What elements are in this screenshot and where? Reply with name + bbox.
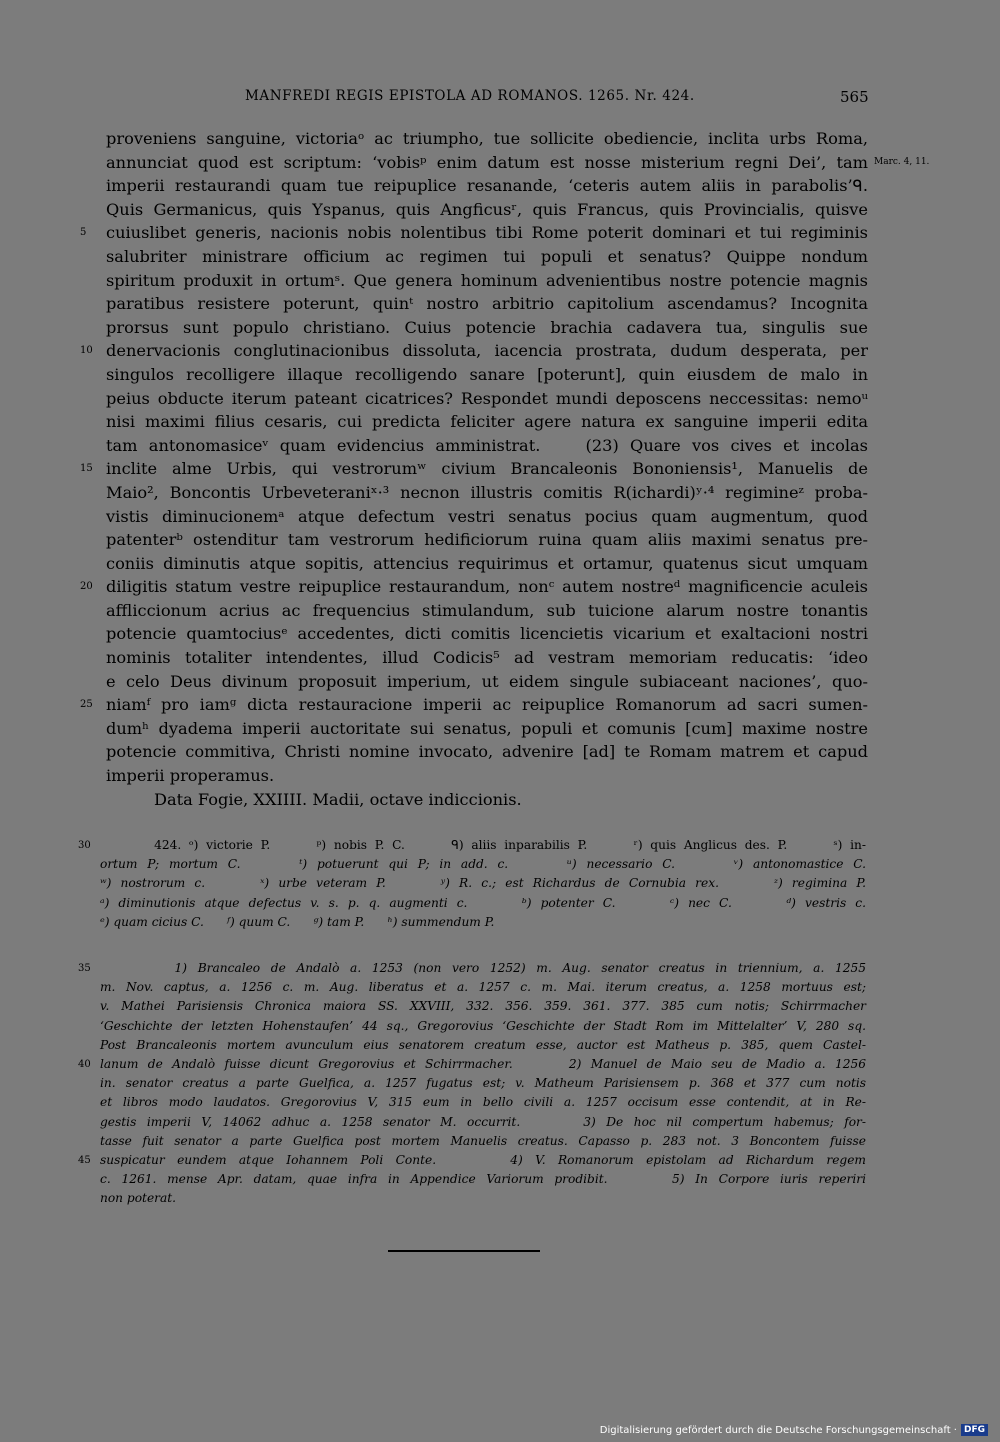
note-line: [78, 1151, 866, 1170]
line-number: 40: [78, 1058, 91, 1070]
line-text: cuiuslibet generis, nacionis nobis nolentibus tibi Rome poterit dominari et tui regiminis: [106, 223, 868, 243]
text-line: [106, 127, 868, 151]
line-text: tam antonomasiceᵛ quam evidencius amministrat. (23) Quare vos cives et incolas: [106, 435, 868, 455]
footnotes: [78, 959, 866, 1208]
line-text: salubriter ministrare officium ac regimen tui populi et senatus? Quippe nondum: [106, 246, 868, 266]
note-line: [100, 1017, 866, 1036]
text-line: [106, 670, 868, 694]
line-number: 10: [80, 345, 93, 357]
line-text: 1) Brancaleo de Andalò a. 1253 (non vero 1252) m. Aug. senator creatus in triennium, a. 1255: [100, 961, 866, 975]
critical-apparatus: [78, 836, 866, 932]
text-line: [106, 245, 868, 269]
running-header: [0, 88, 1000, 110]
note-line: [100, 1132, 866, 1151]
note-line: [78, 959, 866, 978]
line-text: Quis Germanicus, quis Yspanus, quis Angficusʳ, quis Francus, quis Provincialis, quisve: [106, 199, 868, 219]
note-line: [100, 1093, 866, 1112]
line-text: ᵉ) quam cicius C. ᶠ) quum C. ᵍ) tam P. ʰ) summendum P.: [100, 914, 495, 929]
line-text: denervacionis conglutinacionibus dissoluta, iacencia prostrata, dudum desperata, per: [106, 341, 868, 361]
line-text: peius obducte iterum pateant cicatrices? Respondet mundi deposcens neccessitas: nemoᵘ: [106, 388, 868, 408]
text-line: [106, 363, 868, 387]
line-text: et libros modo laudatos. Gregorovius V, 315 eum in bello civili a. 1257 occisum esse contendit, at in Re-: [100, 1095, 866, 1110]
line-text: potencie commitiva, Christi nomine invocato, advenire [ad] te Romam matrem et capud: [106, 742, 868, 762]
line-text: Post Brancaleonis mortem avunculum eius senatorem creatum esse, auctor est Matheus p. 385, quem Castel-: [100, 1037, 866, 1052]
line-text: lanum de Andalò fuisse dicunt Gregorovius et Schirrmacher. 2) Manuel de Maio seu de Madio a. 1256: [100, 1056, 866, 1071]
line-number: 35: [78, 963, 91, 974]
line-text: v. Mathei Parisiensis Chronica maiora SS. XXVIII, 332. 356. 359. 361. 377. 385 cum notis; Schirrmacher: [100, 999, 866, 1014]
line-text: nisi maximi filius cesaris, cui predicta feliciter agere natura ex sanguine imperii edita: [106, 412, 868, 432]
text-line: [106, 740, 868, 764]
note-line: [100, 1189, 866, 1208]
text-line: [106, 410, 868, 434]
line-text: diligitis statum vestre reipuplice restaurandum, nonᶜ autem nostreᵈ magnificencie aculeis: [106, 577, 868, 597]
text-line: [106, 387, 868, 411]
line-text: in. senator creatus a parte Guelfica, a. 1257 fugatus est; v. Matheum Parisiensem p. 368 et 377 cum notis: [100, 1076, 866, 1091]
text-line: [106, 764, 868, 788]
apparatus-line: [100, 855, 866, 874]
line-text: Data Fogie, XXIIII. Madii, octave indiccionis.: [154, 789, 522, 809]
line-number: 20: [80, 581, 93, 593]
line-text: paratibus resistere poterunt, quinᵗ nostro arbitrio capitolium ascendamus? Incognita: [106, 294, 868, 314]
text-line: [80, 457, 868, 481]
line-text: imperii properamus.: [106, 766, 275, 786]
line-text: ʷ) nostrorum c. ˣ) urbe veteram P. ʸ) R. c.; est Richardus de Cornubia rex. ᶻ) regimina P.: [100, 876, 866, 891]
text-line: [106, 481, 868, 505]
text-line: [80, 575, 868, 599]
text-line: [106, 788, 868, 812]
line-number: 25: [80, 699, 93, 711]
line-text: singulos recolligere illaque recolligendo sanare [poterunt], quin eiusdem de malo in: [106, 364, 868, 384]
main-text: [80, 127, 930, 811]
text-line: [106, 292, 868, 316]
line-text: spiritum produxit in ortumˢ. Que genera hominum advenientibus nostre potencie magnis: [106, 270, 868, 290]
text-line: [106, 552, 868, 576]
line-text: gestis imperii V, 14062 adhuc a. 1258 senator M. occurrit. 3) De hoc nil compertum habemus; for-: [100, 1114, 866, 1129]
line-number: 5: [80, 227, 87, 239]
line-number: 15: [80, 463, 93, 475]
line-text: inclite alme Urbis, qui vestrorumʷ civium Brancaleonis Bononiensis¹, Manuelis de: [106, 459, 868, 479]
line-text: imperii restaurandi quam tue reipuplice resanande, ‘ceteris autem aliis in parabolis’ᑫ.: [106, 176, 868, 196]
text-line: [106, 151, 930, 175]
note-line: [100, 1036, 866, 1055]
text-line: [80, 221, 868, 245]
text-line: [106, 505, 868, 529]
line-text: prorsus sunt populo christiano. Cuius potencie brachia cadavera tua, singulis sue: [106, 317, 868, 337]
apparatus-line: [100, 913, 866, 932]
note-line: [100, 997, 866, 1016]
note-line: [100, 1170, 866, 1189]
line-text: tasse fuit senator a parte Guelfica post mortem Manuelis creatus. Capasso p. 283 not. 3 Boncontem fuisse: [100, 1133, 866, 1148]
line-text: annunciat quod est scriptum: ‘vobisᵖ enim datum est nosse misterium regni Dei’, tam: [106, 152, 868, 172]
text-line: [106, 528, 868, 552]
footer: [600, 1424, 988, 1436]
line-text: vistis diminucionemᵃ atque defectum vestri senatus pocius quam augmentum, quod: [106, 506, 868, 526]
end-rule: [388, 1250, 540, 1252]
line-text: suspicatur eundem atque Iohannem Poli Conte. 4) V. Romanorum epistolam ad Richardum regem: [100, 1152, 866, 1167]
text-line: [106, 434, 868, 458]
line-text: dumʰ dyadema imperii auctoritate sui senatus, populi et comunis [cum] maxime nostre: [106, 718, 868, 738]
footer-text: Digitalisierung gefördert durch die Deutsche Forschungsgemeinschaft ·: [599, 1424, 957, 1436]
note-line: [78, 1055, 866, 1074]
text-line: [106, 269, 868, 293]
line-text: potencie quamtociusᵉ accedentes, dicti comitis licencietis vicarium et exaltacioni nostri: [106, 624, 868, 644]
line-text: Maio², Boncontis Urbeveteraniˣ·³ necnon illustris comitis R(ichardi)ʸ·⁴ regimineᶻ proba-: [106, 482, 868, 502]
apparatus-line: [100, 874, 866, 893]
header-title: MANFREDI REGIS EPISTOLA AD ROMANOS. 1265. Nr. 424.: [245, 88, 695, 104]
line-text: 424. ᵒ) victorie P. ᵖ) nobis P. C. ᑫ) aliis inparabilis P. ʳ) quis Anglicus des. P. ˢ) in-: [100, 838, 866, 852]
dfg-logo: DFG: [961, 1424, 988, 1436]
line-text: nominis totaliter intendentes, illud Codicis⁵ ad vestram memoriam reducatis: ‘ideo: [106, 648, 868, 668]
text-line: [106, 599, 868, 623]
line-text: non poterat.: [100, 1191, 177, 1206]
line-number: 45: [78, 1154, 91, 1166]
line-text: proveniens sanguine, victoriaᵒ ac triumpho, tue sollicite obediencie, inclita urbs Roma,: [106, 129, 868, 148]
marginal-reference: Marc. 4, 11.: [874, 156, 930, 167]
line-text: m. Nov. captus, a. 1256 c. m. Aug. liberatus et a. 1257 c. m. Mai. iterum creatus, a. 1258 mortuus est;: [100, 980, 866, 995]
line-number: 30: [78, 840, 91, 851]
line-text: ᵃ) diminutionis atque defectus v. s. p. q. augmenti c. ᵇ) potenter C. ᶜ) nec C. ᵈ) vestris c.: [100, 895, 866, 910]
text-line: [106, 717, 868, 741]
text-line: [80, 693, 868, 717]
text-line: [80, 339, 868, 363]
line-text: affliccionum acrius ac frequencius stimulandum, sub tuicione alarum nostre tonantis: [106, 600, 868, 620]
text-line: [106, 646, 868, 670]
line-text: c. 1261. mense Apr. datam, quae infra in Appendice Variorum prodibit. 5) In Corpore iuris reperiri: [100, 1172, 866, 1187]
note-line: [100, 1074, 866, 1093]
line-text: ‘Geschichte der letzten Hohenstaufen’ 44 sq., Gregorovius ‘Geschichte der Stadt Rom im Mittelalter’ V, 280 sq.: [100, 1018, 866, 1033]
apparatus-line: [78, 836, 866, 855]
note-line: [100, 1113, 866, 1132]
text-line: [106, 622, 868, 646]
line-text: patenterᵇ ostenditur tam vestrorum hedificiorum ruina quam aliis maximi senatus pre-: [106, 530, 868, 550]
line-text: niamᶠ pro iamᵍ dicta restauracione imperii ac reipuplice Romanorum ad sacri sumen-: [106, 695, 868, 715]
page-number: 565: [840, 88, 869, 106]
text-line: [106, 174, 868, 198]
line-text: coniis diminutis atque sopitis, attencius requirimus et ortamur, quatenus sicut umquam: [106, 553, 868, 573]
text-line: [106, 198, 868, 222]
text-line: [106, 316, 868, 340]
line-text: e celo Deus divinum proposuit imperium, ut eidem singule subiaceant naciones’, quo-: [106, 671, 868, 691]
note-line: [100, 978, 866, 997]
apparatus-line: [100, 894, 866, 913]
line-text: ortum P; mortum C. ᵗ) potuerunt qui P; in add. c. ᵘ) necessario C. ᵛ) antonomastice C.: [100, 857, 866, 872]
